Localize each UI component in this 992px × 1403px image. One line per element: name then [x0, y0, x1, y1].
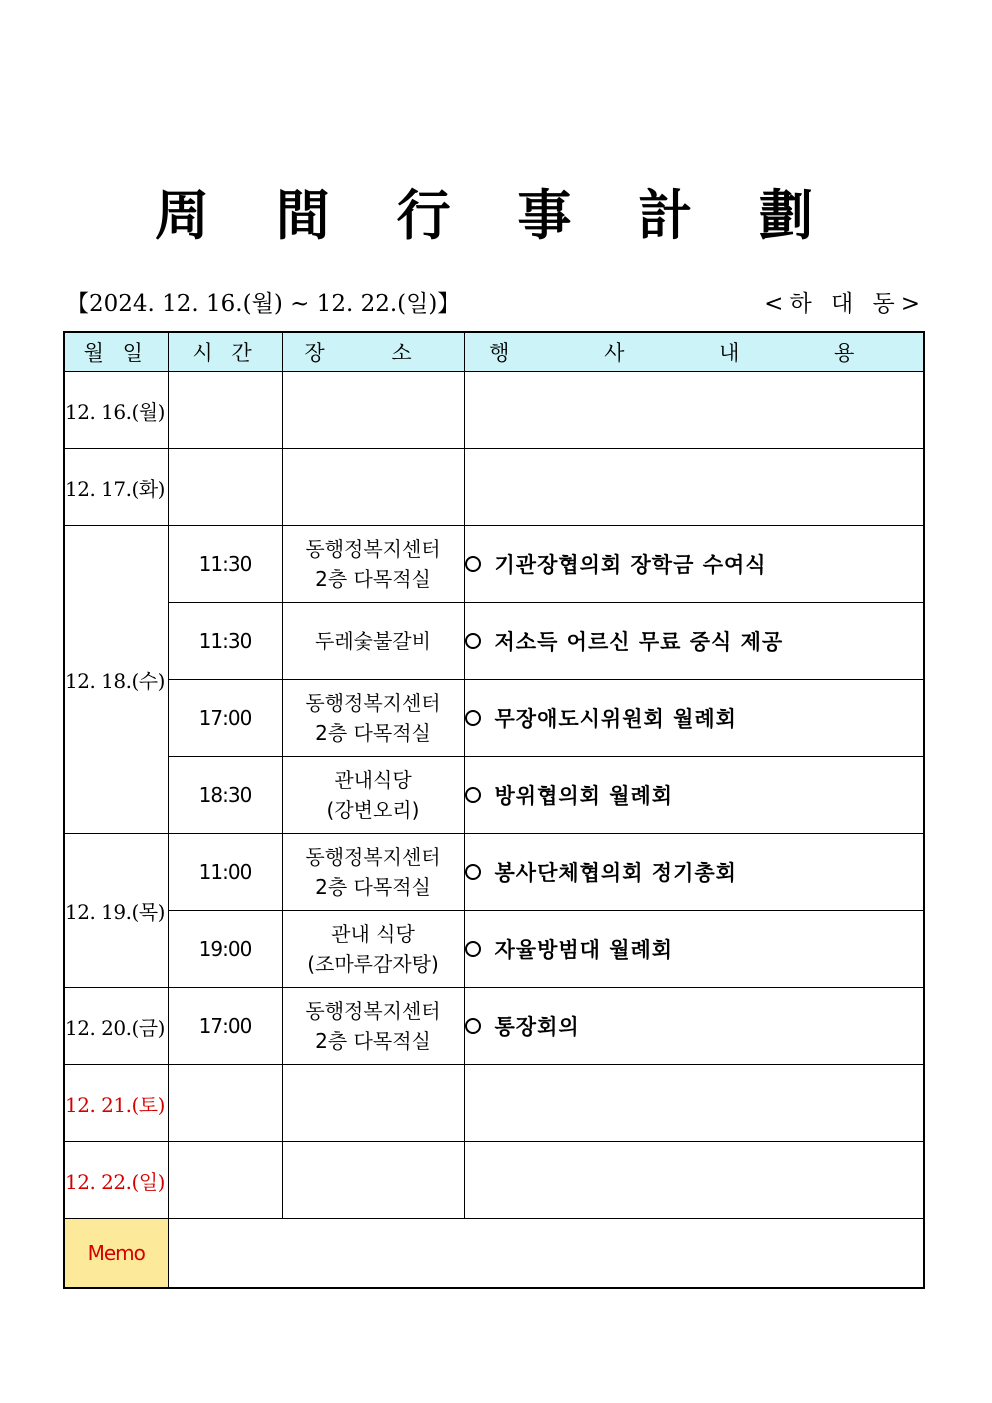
memo-field[interactable]	[168, 1219, 924, 1288]
place-line: 동행정복지센터	[305, 999, 441, 1023]
page-title: 周 間 行 事 計 劃	[155, 183, 837, 247]
place-line: (강변오리)	[326, 798, 420, 822]
table-row	[64, 911, 924, 988]
time-cell	[168, 372, 282, 449]
table-row	[64, 834, 924, 911]
table-row	[64, 988, 924, 1065]
memo-row	[64, 1219, 924, 1288]
header-date: 월 일	[64, 332, 168, 372]
time-cell	[168, 1065, 282, 1142]
time-cell: 18:30	[168, 757, 282, 834]
event-cell	[464, 988, 924, 1065]
table-row	[64, 526, 924, 603]
event-name: 통장회의	[494, 1015, 580, 1039]
time-cell	[168, 449, 282, 526]
time-cell: 17:00	[168, 988, 282, 1065]
header-place: 장 소	[282, 332, 464, 372]
event-cell	[464, 911, 924, 988]
place-cell	[282, 680, 464, 757]
place-line: (조마루감자탕)	[307, 952, 439, 976]
place-line: 2층 다목적실	[315, 567, 431, 591]
time-cell	[168, 1142, 282, 1219]
time-cell: 17:00	[168, 680, 282, 757]
place-cell	[282, 911, 464, 988]
table-row	[64, 1065, 924, 1142]
place-cell	[282, 988, 464, 1065]
circle-bullet-icon	[465, 556, 481, 572]
table-row	[64, 603, 924, 680]
circle-bullet-icon	[465, 864, 481, 880]
place-line: 2층 다목적실	[315, 875, 431, 899]
date-cell: 12. 16.(월)	[64, 372, 168, 449]
date-cell: 12. 21.(토)	[64, 1065, 168, 1142]
place-line: 동행정복지센터	[305, 537, 441, 561]
place-cell	[282, 834, 464, 911]
date-cell: 12. 19.(목)	[64, 834, 168, 988]
header-content: 행 사 내 용	[464, 332, 924, 372]
time-cell: 11:30	[168, 526, 282, 603]
circle-bullet-icon	[465, 1018, 481, 1034]
memo-label: Memo	[64, 1219, 168, 1288]
place-line: 동행정복지센터	[305, 845, 441, 869]
table-row	[64, 372, 924, 449]
place-line: 2층 다목적실	[315, 721, 431, 745]
event-cell	[464, 603, 924, 680]
event-cell	[464, 680, 924, 757]
event-name: 방위협의회 월례회	[494, 784, 674, 808]
place-cell	[282, 603, 464, 680]
table-row	[64, 1142, 924, 1219]
place-cell	[282, 526, 464, 603]
place-cell	[282, 449, 464, 526]
time-cell: 19:00	[168, 911, 282, 988]
place-cell	[282, 757, 464, 834]
schedule-period: 【2024. 12. 16.(월) ~ 12. 22.(일)】	[66, 291, 461, 317]
event-cell	[464, 526, 924, 603]
date-cell: 12. 20.(금)	[64, 988, 168, 1065]
date-cell: 12. 22.(일)	[64, 1142, 168, 1219]
place-line: 관내식당	[334, 768, 412, 792]
date-cell: 12. 18.(수)	[64, 526, 168, 834]
circle-bullet-icon	[465, 787, 481, 803]
place-line: 2층 다목적실	[315, 1029, 431, 1053]
time-cell: 11:30	[168, 603, 282, 680]
event-cell	[464, 757, 924, 834]
event-name: 저소득 어르신 무료 중식 제공	[494, 630, 784, 654]
date-cell: 12. 17.(화)	[64, 449, 168, 526]
table-row	[64, 680, 924, 757]
circle-bullet-icon	[465, 941, 481, 957]
event-cell	[464, 834, 924, 911]
event-name: 무장애도시위원회 월례회	[494, 707, 737, 731]
place-line: 두레숯불갈비	[315, 629, 431, 653]
event-cell	[464, 372, 924, 449]
table-row	[64, 449, 924, 526]
place-line: 동행정복지센터	[305, 691, 441, 715]
event-name: 자율방범대 월례회	[494, 938, 674, 962]
table-row	[64, 757, 924, 834]
place-cell	[282, 1065, 464, 1142]
event-cell	[464, 449, 924, 526]
circle-bullet-icon	[465, 710, 481, 726]
event-name: 기관장협의회 장학금 수여식	[494, 553, 767, 577]
place-cell	[282, 372, 464, 449]
header-time: 시 간	[168, 332, 282, 372]
event-cell	[464, 1065, 924, 1142]
circle-bullet-icon	[465, 633, 481, 649]
place-line: 관내 식당	[331, 922, 415, 946]
time-cell: 11:00	[168, 834, 282, 911]
header-row	[64, 332, 924, 372]
event-cell	[464, 1142, 924, 1219]
schedule-table	[63, 331, 925, 1289]
organization-name: <하 대 동>	[764, 291, 926, 317]
place-cell	[282, 1142, 464, 1219]
schedule-body	[64, 372, 924, 1219]
event-name: 봉사단체협의회 정기총회	[494, 861, 737, 885]
